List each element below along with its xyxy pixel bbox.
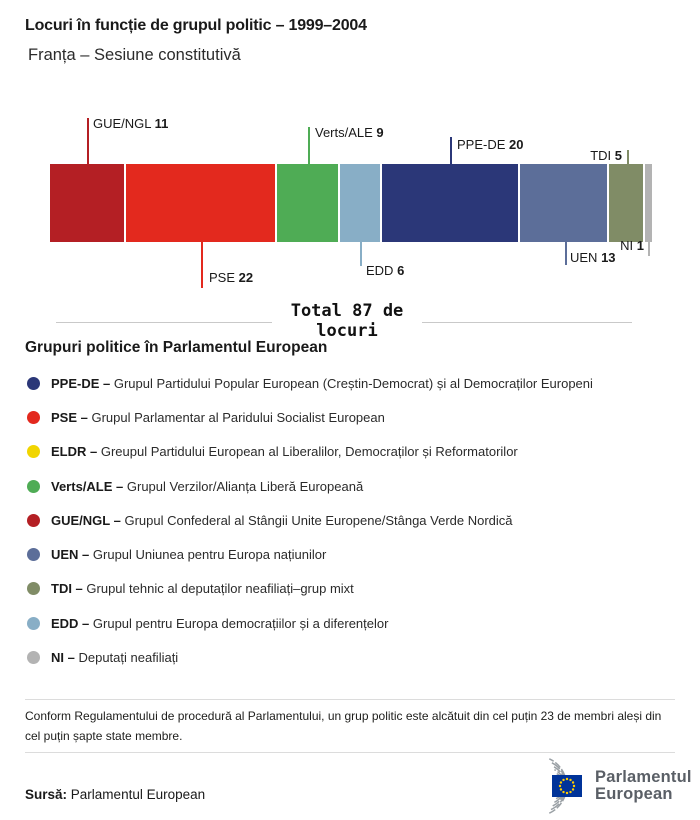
ep-logo-line1: Parlamentul [595, 768, 692, 786]
legend-label [51, 376, 593, 391]
ep-logo-line2: European [595, 785, 673, 803]
bar-segment-uen [520, 164, 608, 242]
legend-item-tdi [27, 572, 682, 606]
tick-group-name: EDD [366, 263, 398, 278]
source-value: Parlamentul European [70, 787, 206, 802]
tick-label-verts-ale [315, 126, 384, 140]
tick-label-gue-ngl [93, 117, 168, 131]
legend-label [51, 616, 388, 631]
tick-seat-count: 6 [397, 263, 405, 278]
legend-dot-eldr [27, 445, 40, 458]
tick-group-name: GUE/NGL [93, 116, 155, 131]
legend-item-ppe-de [27, 366, 682, 400]
legend-description: Deputați neafiliați [78, 650, 179, 666]
legend-item-gue-ngl [27, 503, 682, 537]
bar-segment-verts-ale [277, 164, 338, 242]
tick-label-edd [366, 264, 404, 278]
legend-label [51, 513, 513, 528]
tick-seat-count: 22 [238, 270, 254, 285]
total-seats-label: Total 87 de locuri [290, 301, 404, 341]
tick-label-ppe-de [457, 138, 523, 152]
legend-label [51, 547, 326, 562]
legend-heading: Grupuri politice în Parlamentul European [25, 339, 328, 356]
footnote-divider-bottom [25, 752, 675, 753]
legend-abbr: PSE – [51, 409, 92, 425]
ep-logo-wordmark [595, 769, 692, 803]
legend-abbr: ELDR – [51, 444, 101, 460]
legend-dot-uen [27, 548, 40, 561]
tick-line-pse [201, 242, 203, 288]
legend-abbr: PPE-DE – [51, 375, 114, 391]
european-parliament-logo [512, 757, 692, 815]
legend-description: Grupul Confederal al Stângii Unite Europene/Stânga Verde Nordică [124, 512, 513, 528]
tick-label-ni [620, 239, 644, 253]
legend-abbr: UEN – [51, 547, 93, 563]
legend-label [51, 581, 354, 596]
bar-segment-ppe-de [382, 164, 517, 242]
tick-seat-count: 11 [154, 116, 169, 131]
legend-abbr: GUE/NGL – [51, 512, 125, 528]
total-divider-left [56, 322, 272, 323]
legend-dot-pse [27, 411, 40, 424]
tick-group-name: PPE-DE [457, 137, 510, 152]
legend-item-ni [27, 640, 682, 674]
legend-description: Grupul tehnic al deputaților neafiliați–grup mixt [86, 581, 354, 597]
bar-segment-ni [645, 164, 652, 242]
legend-item-edd [27, 606, 682, 640]
footnote-text: Conform Regulamentului de procedură al Parlamentului, un grup politic este alcătuit din cel puțin 23 de membri aleși din cel puțin șapte state membre. [25, 709, 662, 743]
bar-segment-pse [126, 164, 275, 242]
footnote-divider-top [25, 699, 675, 700]
legend-abbr: TDI – [51, 581, 87, 597]
tick-line-ppe-de [450, 137, 452, 164]
legend-item-eldr [27, 435, 682, 469]
tick-line-gue-ngl [87, 118, 89, 164]
tick-group-name: PSE [209, 270, 239, 285]
tick-line-ni [648, 242, 650, 256]
legend-description: Grupul pentru Europa democrațiilor și a diferențelor [92, 615, 389, 631]
tick-line-verts-ale [308, 127, 310, 164]
tick-group-name: UEN [570, 250, 602, 265]
legend-dot-ni [27, 651, 40, 664]
tick-seat-count: 5 [614, 148, 622, 163]
legend-dot-edd [27, 617, 40, 630]
legend-description: Grupul Uniunea pentru Europa națiunilor [92, 547, 327, 563]
legend-label [51, 410, 385, 425]
legend-item-uen [27, 537, 682, 571]
legend-label [51, 479, 363, 494]
total-divider-right [422, 322, 632, 323]
legend-description: Grupul Parlamentar al Paridului Socialist European [91, 409, 385, 425]
bar-segment-edd [340, 164, 381, 242]
source-label: Sursă: [25, 787, 68, 802]
legend-abbr: NI – [51, 650, 79, 666]
tick-line-tdi [627, 150, 629, 164]
tick-seat-count: 9 [376, 125, 384, 140]
tick-line-edd [360, 242, 362, 266]
ep-hemicycle-flag-icon [512, 757, 586, 815]
tick-label-uen [570, 251, 616, 265]
legend-label [51, 650, 178, 665]
page-subtitle: Franța – Sesiune constitutivă [28, 46, 241, 64]
page-title: Locuri în funcție de grupul politic – 1999–2004 [25, 17, 367, 34]
bar-segment-tdi [609, 164, 643, 242]
tick-group-name: NI [620, 238, 637, 253]
tick-group-name: Verts/ALE [315, 125, 377, 140]
tick-seat-count: 13 [601, 250, 616, 265]
legend-abbr: EDD – [51, 615, 93, 631]
legend-abbr: Verts/ALE – [51, 478, 127, 494]
legend-item-pse [27, 400, 682, 434]
bar-segment-gue-ngl [50, 164, 124, 242]
legend-dot-tdi [27, 582, 40, 595]
tick-seat-count: 1 [636, 238, 644, 253]
tick-line-uen [565, 242, 567, 265]
tick-group-name: TDI [590, 148, 615, 163]
tick-label-pse [209, 271, 253, 285]
legend-item-verts-ale [27, 469, 682, 503]
tick-seat-count: 20 [509, 137, 524, 152]
legend-label [51, 444, 518, 459]
legend-description: Grupul Verzilor/Alianța Liberă Europeană [126, 478, 364, 494]
tick-label-tdi [590, 149, 622, 163]
legend-description: Greupul Partidului European al Liberalilor, Democraților și Reformatorilor [100, 444, 518, 460]
stacked-seat-bar [50, 164, 652, 242]
legend-dot-verts-ale [27, 480, 40, 493]
legend-dot-gue-ngl [27, 514, 40, 527]
legend-dot-ppe-de [27, 377, 40, 390]
source-line [25, 787, 205, 802]
legend-description: Grupul Partidului Popular European (Creștin-Democrat) și al Democraților Europeni [113, 375, 593, 391]
legend-list [27, 366, 682, 675]
